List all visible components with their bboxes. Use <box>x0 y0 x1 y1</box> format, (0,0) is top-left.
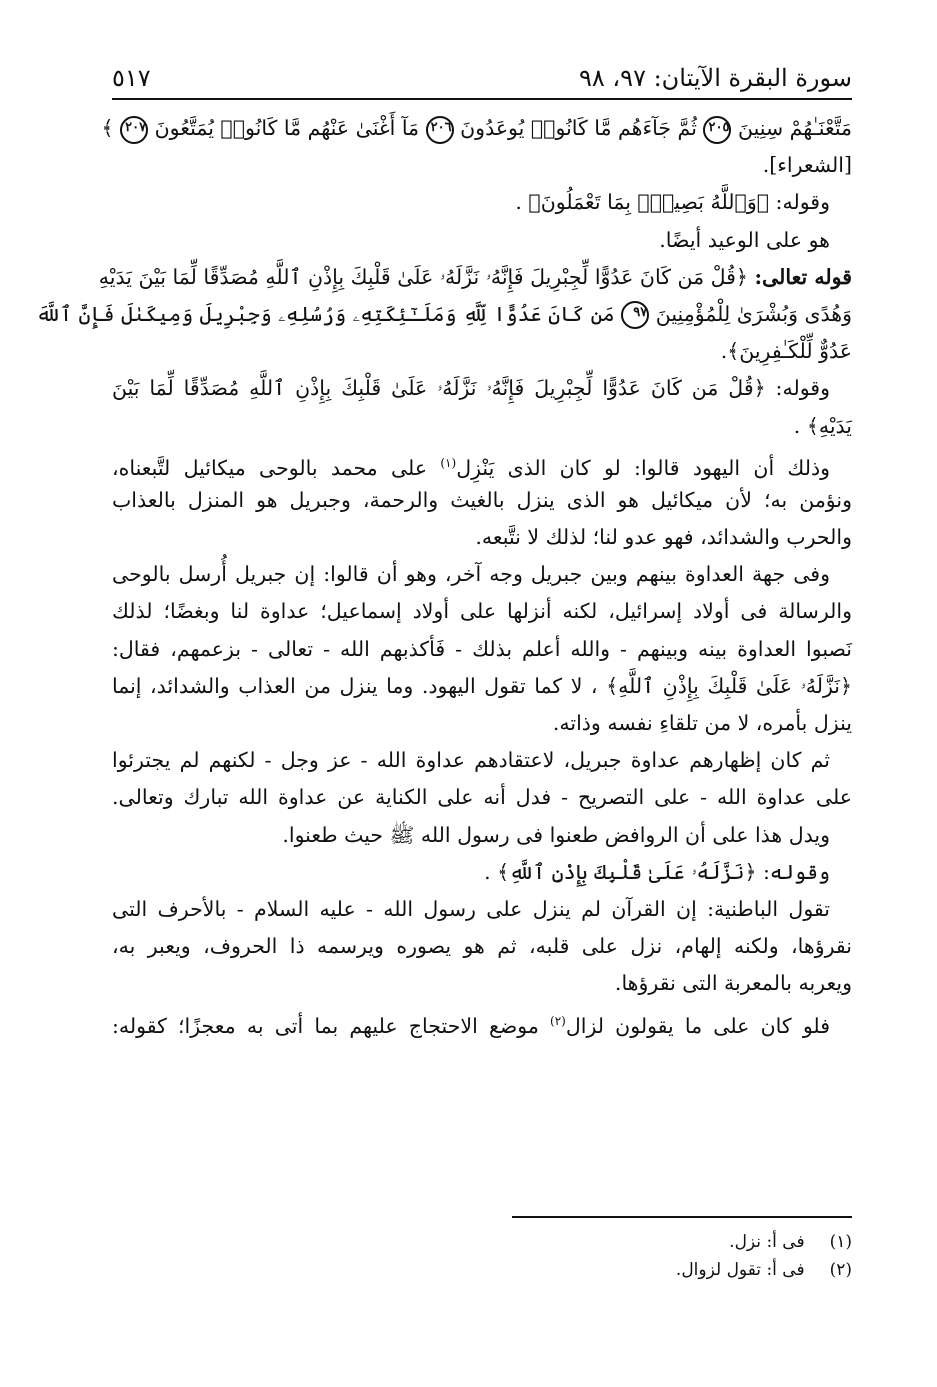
footnotes <box>492 1228 852 1284</box>
text-line: مَتَّعْنَـٰهُمْ سِنِينَ ٢٠٥ ثُمَّ جَآءَهُم مَّا كَانُوا۟ يُوعَدُونَ ٢٠٦ مَآ أَغْنَىٰ عَنْهُم مَّا كَانُوا۟ يُمَتَّعُونَ ٢٠٧ ﴾ <box>112 110 852 147</box>
footnote-number: (٢) <box>829 1260 852 1280</box>
footnote-ref: (٢) <box>550 1013 566 1028</box>
ayah-number-marker: ٢٠٥ <box>703 116 731 144</box>
text-line: والحرب والشدائد، فهو عدو لنا؛ لذلك لا نتَّبعه. <box>475 525 852 550</box>
text-line: وقوله: ﴿قُلْ مَن كَانَ عَدُوًّا لِّجِبْرِيلَ فَإِنَّهُۥ نَزَّلَهُۥ عَلَىٰ قَلْبِكَ بِإِذْنِ ٱللَّهِ مُصَدِّقًا لِّمَا بَيْنَ <box>112 376 830 401</box>
verse-heading-label: قوله تعالى: <box>754 264 852 289</box>
text-line: والرسالة فى أولاد إسرائيل، لكنه أنزلها على أولاد إسماعيل؛ عداوة لنا وبغضًا؛ لذلك <box>112 599 852 624</box>
footnote-divider <box>512 1216 852 1218</box>
text-line: ونؤمن به؛ لأن ميكائيل هو الذى ينزل بالغيث والرحمة، وجبريل هو المنزل بالعذاب <box>112 487 852 512</box>
footnote-text: فى أ: نزل. <box>729 1232 805 1252</box>
body-text <box>35 110 852 1040</box>
ayah-number-marker: ٩٧ <box>621 301 649 329</box>
text-line: وقوله: ﴿نَزَّلَهُۥ عَلَىٰ قَلْبِكَ بِإِذْنِ ٱللَّهِ﴾ . <box>484 859 830 884</box>
text-line: ﴿نَزَّلَهُۥ عَلَىٰ قَلْبِكَ بِإِذْنِ ٱللَّهِ﴾ ، لا كما تقول اليهود. وما ينزل من العذاب والشدائد، إنما <box>112 673 852 698</box>
text-line: عَدُوٌّ لِّلْكَـٰفِرِينَ﴾. <box>720 339 852 364</box>
ayah-number-marker: ٢٠٦ <box>426 116 454 144</box>
text-line: [الشعراء]. <box>762 153 852 178</box>
text-line: وذلك أن اليهود قالوا: لو كان الذى يَنْزِل$^{(١)}$ على محمد بالوحى ميكائيل لتَّبعناه، <box>112 455 830 480</box>
text-line: ويعربه بالمعربة التى نقرؤها. <box>614 971 852 996</box>
text-line: قوله تعالى: ﴿قُلْ مَن كَانَ عَدُوًّا لِّجِبْرِيلَ فَإِنَّهُۥ نَزَّلَهُۥ عَلَىٰ قَلْبِكَ بِإِذْنِ ٱللَّهِ مُصَدِّقًا لِّمَا بَيْنَ يَدَيْهِ <box>98 264 852 289</box>
footnote-item <box>492 1228 852 1256</box>
footnote-item <box>492 1256 852 1284</box>
footnote-number: (١) <box>829 1232 852 1252</box>
ayah-number-marker: ٢٠٧ <box>120 116 148 144</box>
running-header <box>112 58 852 100</box>
header-title: سورة البقرة الآيتان: ٩٧، ٩٨ <box>579 64 852 92</box>
text-line: وَهُدًى وَبُشْرَىٰ لِلْمُؤْمِنِينَ ٩٧ مَن كَانَ عَدُوًّا لِّلَّهِ وَمَلَـٰٓئِكَتِهِۦ وَرُسُلِهِۦ وَجِبْرِيلَ وَمِيكَىٰلَ فَإِنَّ ٱللَّهَ <box>112 296 852 333</box>
text-line: وقوله: ﴿وَٱللَّهُ بَصِيرٌۢ بِمَا تَعْمَلُونَ﴾ . <box>515 190 830 215</box>
text-line: هو على الوعيد أيضًا. <box>659 227 830 252</box>
text-line: نقرؤها، ولكنه إلهام، نزل على قلبه، ثم هو يصوره ويرسمه ذا الحروف، ويعبر به، <box>112 934 852 959</box>
text-line: نَصبوا العداوة بينه وبينهم - والله أعلم بذلك - فَأكذبهم الله - تعالى - بزعمهم، فقال: <box>112 636 852 661</box>
text-line: ويدل هذا على أن الروافض طعنوا فى رسول الله ﷺ حيث طعنوا. <box>282 822 830 847</box>
page-number: ٥١٧ <box>112 64 151 92</box>
footnote-ref: (١) <box>440 455 457 470</box>
text-line: يَدَيْهِ﴾ . <box>793 413 852 438</box>
page <box>35 58 852 1040</box>
footnote-text: فى أ: تقول لزوال. <box>675 1260 805 1280</box>
text-line: تقول الباطنية: إن القرآن لم ينزل على رسول الله - عليه السلام - بالأحرف التى <box>112 896 830 921</box>
text-line: ينزل بأمره، لا من تلقاءِ نفسه وذاته. <box>552 711 852 735</box>
text-line: ثم كان إظهارهم عداوة جبريل، لاعتقادهم عداوة الله - عز وجل - لكنهم لم يجترئوا <box>112 748 830 773</box>
text-line: على عداوة الله - على التصريح - فدل أنه على الكناية عن عداوة الله تبارك وتعالى. <box>112 785 852 810</box>
text-line: فلو كان على ما يقولون لزال$^{(٢)}$ موضع الاحتجاج عليهم بما أتى به معجزًا؛ كقوله: <box>112 1013 830 1038</box>
text-line: وفى جهة العداوة بينهم وبين جبريل وجه آخر، وهو أن قالوا: إن جبريل أُرسل بالوحى <box>112 562 830 587</box>
